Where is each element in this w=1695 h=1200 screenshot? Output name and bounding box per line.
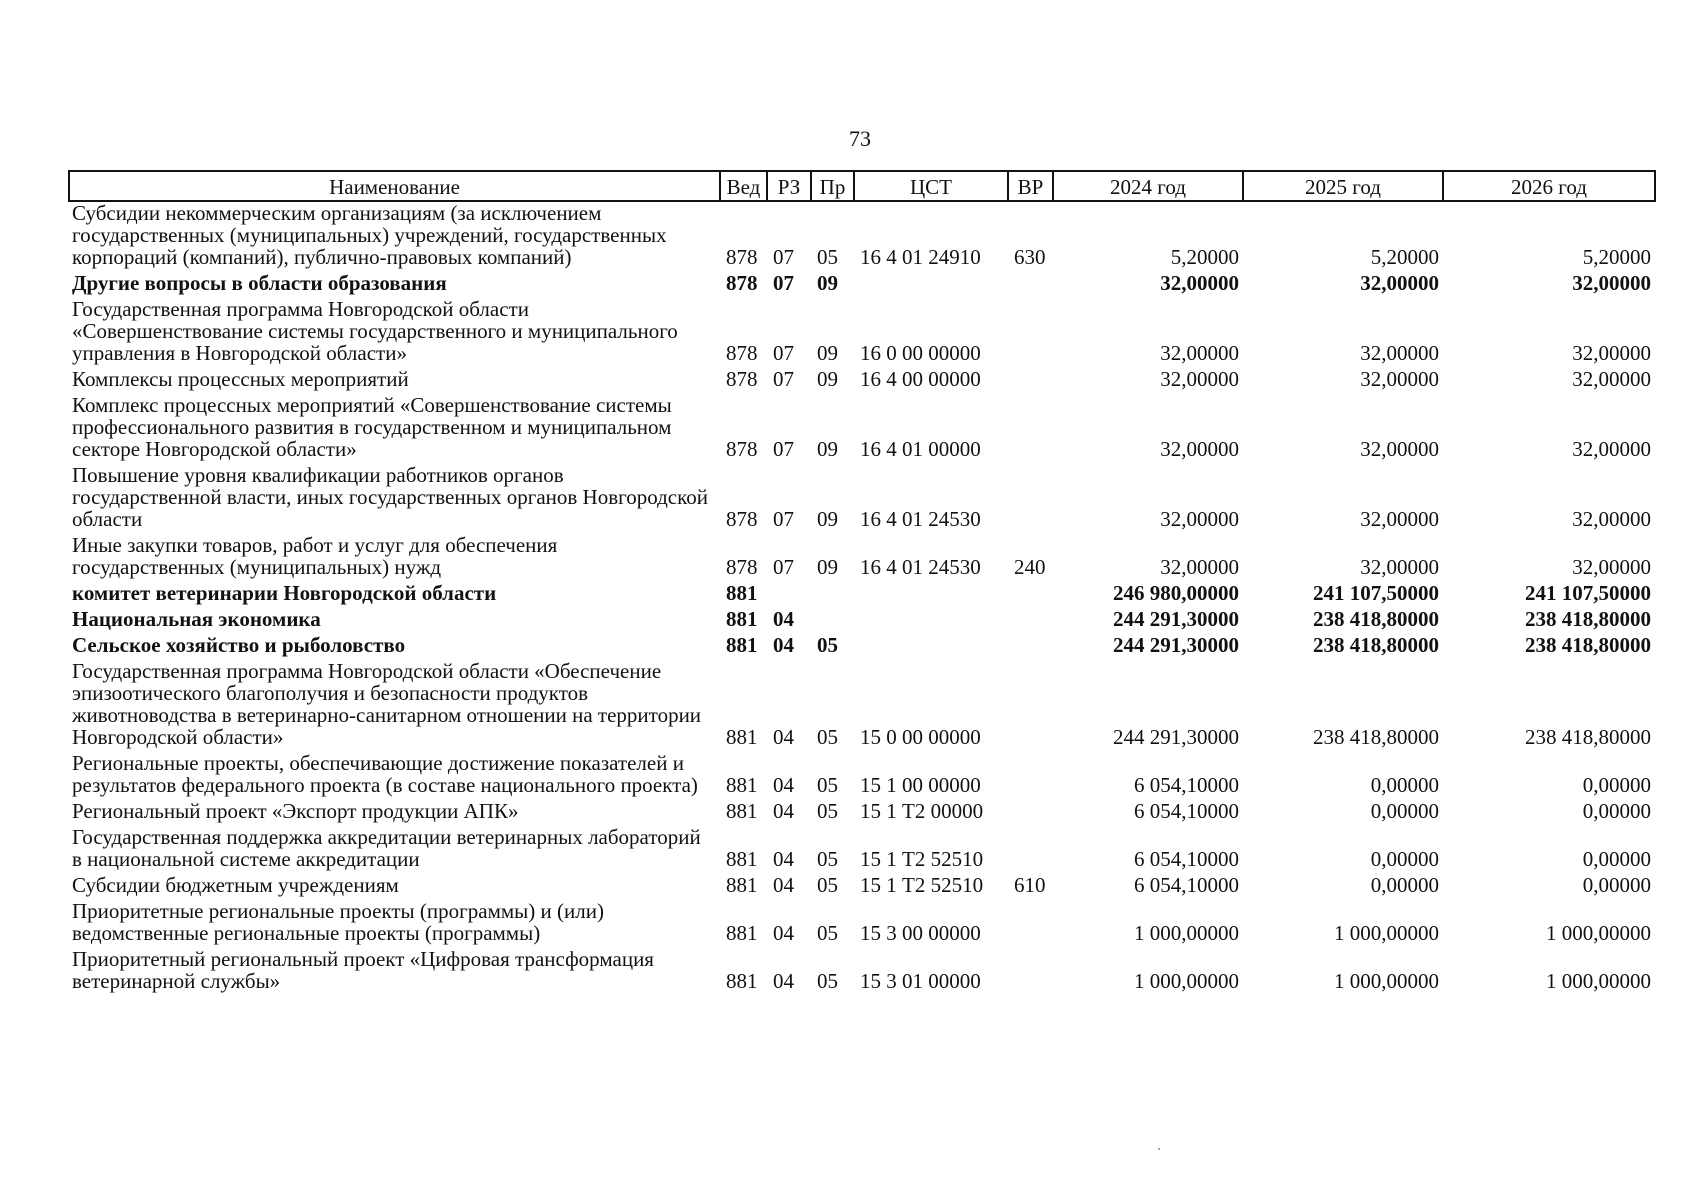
row-vr	[1008, 948, 1053, 996]
row-name: Региональные проекты, обеспечивающие достижение показателей и результатов федерального проекта (в составе национального проекта)	[72, 751, 698, 797]
row-ved: 881	[726, 799, 758, 823]
row-cst	[854, 634, 1008, 660]
row-2026: 241 107,50000	[1525, 581, 1651, 605]
row-2025: 5,20000	[1370, 245, 1439, 269]
row-rz: 04	[773, 607, 794, 631]
table-row	[69, 464, 1655, 534]
row-2025: 0,00000	[1370, 847, 1439, 871]
row-2026: 1 000,00000	[1546, 921, 1651, 945]
row-2024: 244 291,30000	[1113, 607, 1239, 631]
row-2024: 6 054,10000	[1134, 847, 1239, 871]
row-2025: 241 107,50000	[1313, 581, 1439, 605]
row-ved: 881	[726, 847, 758, 871]
row-rz: 04	[773, 921, 794, 945]
row-2026: 0,00000	[1582, 873, 1651, 897]
row-cst: 16 4 01 24910	[860, 245, 981, 269]
row-2026: 5,20000	[1582, 245, 1651, 269]
row-rz: 07	[773, 437, 794, 461]
row-ved: 881	[726, 921, 758, 945]
header-2025: 2025 год	[1243, 171, 1443, 201]
row-2026: 238 418,80000	[1525, 725, 1651, 749]
row-2026: 32,00000	[1572, 367, 1651, 391]
row-2025: 32,00000	[1360, 437, 1439, 461]
row-vr	[1008, 752, 1053, 800]
row-rz: 07	[773, 367, 794, 391]
row-cst: 16 4 01 24530	[860, 555, 981, 579]
row-cst: 15 0 00 00000	[860, 725, 981, 749]
row-2024: 244 291,30000	[1113, 725, 1239, 749]
header-name: Наименование	[69, 171, 720, 201]
row-rz: 07	[773, 271, 794, 295]
row-cst	[854, 272, 1008, 298]
table-row	[69, 826, 1655, 874]
page-number: 73	[849, 126, 871, 151]
row-2024: 5,20000	[1170, 245, 1239, 269]
row-ved: 881	[726, 581, 758, 605]
row-pr: 05	[817, 847, 838, 871]
row-ved: 881	[726, 607, 758, 631]
row-rz: 04	[773, 847, 794, 871]
row-cst	[854, 608, 1008, 634]
row-cst: 16 4 01 00000	[860, 437, 981, 461]
row-vr	[1008, 826, 1053, 874]
row-vr: 240	[1014, 555, 1046, 579]
header-vr: ВР	[1008, 171, 1053, 201]
row-pr: 05	[817, 873, 838, 897]
row-vr	[1008, 634, 1053, 660]
row-2025: 32,00000	[1360, 507, 1439, 531]
row-rz: 04	[773, 773, 794, 797]
row-2026: 238 418,80000	[1525, 633, 1651, 657]
row-pr: 05	[817, 633, 838, 657]
row-2026: 238 418,80000	[1525, 607, 1651, 631]
row-cst	[854, 582, 1008, 608]
row-pr: 09	[817, 437, 838, 461]
scan-speck	[1158, 1148, 1160, 1150]
row-name: Государственная поддержка аккредитации ветеринарных лабораторий в национальной системе аккредитации	[72, 825, 701, 871]
row-pr: 09	[817, 271, 838, 295]
row-2025: 238 418,80000	[1313, 725, 1439, 749]
row-name: Национальная экономика	[72, 607, 321, 631]
row-vr	[1008, 582, 1053, 608]
row-2026: 32,00000	[1572, 507, 1651, 531]
row-cst: 16 4 00 00000	[860, 367, 981, 391]
row-2026: 32,00000	[1572, 341, 1651, 365]
row-vr	[1008, 800, 1053, 826]
row-pr: 09	[817, 341, 838, 365]
row-2024: 32,00000	[1160, 555, 1239, 579]
row-pr: 05	[817, 773, 838, 797]
row-name: Комплекс процессных мероприятий «Совершенствование системы профессионального развития в государственном и муниципальном секторе Новгородской области»	[72, 393, 672, 461]
row-vr: 610	[1014, 873, 1046, 897]
row-2025: 0,00000	[1370, 873, 1439, 897]
row-ved: 878	[726, 245, 758, 269]
row-2024: 1 000,00000	[1134, 969, 1239, 993]
row-name: Сельское хозяйство и рыболовство	[72, 633, 406, 657]
row-vr	[1008, 608, 1053, 634]
table-row	[69, 660, 1655, 752]
table-row	[69, 298, 1655, 368]
row-2025: 238 418,80000	[1313, 633, 1439, 657]
row-ved: 881	[726, 969, 758, 993]
header-pr: Пр	[811, 171, 854, 201]
row-2024: 246 980,00000	[1113, 581, 1239, 605]
row-2025: 32,00000	[1360, 341, 1439, 365]
row-pr: 05	[817, 725, 838, 749]
row-ved: 881	[726, 773, 758, 797]
table-row	[69, 634, 1655, 660]
row-2026: 32,00000	[1572, 437, 1651, 461]
row-2025: 32,00000	[1360, 271, 1439, 295]
table-row	[69, 394, 1655, 464]
table-row	[69, 534, 1655, 582]
row-pr: 05	[817, 799, 838, 823]
row-pr	[811, 608, 854, 634]
row-name: Государственная программа Новгородской области «Обеспечение эпизоотического благополучия и безопасности продуктов животноводства в ветеринарно-санитарном отношении на территории Новгородской области»	[72, 659, 702, 749]
row-2025: 32,00000	[1360, 367, 1439, 391]
row-name: Государственная программа Новгородской области «Совершенствование системы государственного и муниципального управления в Новгородской области»	[72, 297, 678, 365]
table-row	[69, 272, 1655, 298]
row-ved: 878	[726, 507, 758, 531]
row-2026: 32,00000	[1572, 555, 1651, 579]
row-2024: 32,00000	[1160, 367, 1239, 391]
row-2026: 0,00000	[1582, 799, 1651, 823]
table-row	[69, 752, 1655, 800]
table-row	[69, 582, 1655, 608]
row-rz: 04	[773, 633, 794, 657]
row-rz: 04	[773, 725, 794, 749]
row-rz: 04	[773, 873, 794, 897]
row-2024: 32,00000	[1160, 507, 1239, 531]
row-rz: 04	[773, 969, 794, 993]
row-vr	[1008, 368, 1053, 394]
table-row	[69, 608, 1655, 634]
row-2024: 6 054,10000	[1134, 773, 1239, 797]
row-2025: 1 000,00000	[1334, 969, 1439, 993]
row-ved: 881	[726, 633, 758, 657]
table-row	[69, 800, 1655, 826]
row-pr: 09	[817, 507, 838, 531]
row-name: Приоритетные региональные проекты (программы) и (или) ведомственные региональные проекты (программы)	[72, 899, 604, 945]
row-ved: 878	[726, 555, 758, 579]
row-2026: 0,00000	[1582, 847, 1651, 871]
row-pr: 05	[817, 921, 838, 945]
table-row	[69, 900, 1655, 948]
row-name: комитет ветеринарии Новгородской области	[72, 581, 497, 605]
row-name: Повышение уровня квалификации работников органов государственной власти, иных государственных органов Новгородской области	[72, 463, 708, 531]
table-header	[69, 171, 1655, 201]
row-cst: 16 0 00 00000	[860, 341, 981, 365]
row-ved: 878	[726, 437, 758, 461]
row-vr	[1008, 464, 1053, 534]
header-ved: Вед	[720, 171, 767, 201]
row-name: Субсидии некоммерческим организациям (за исключением государственных (муниципальных) учреждений, государственных корпораций (компаний), публично-правовых компаний)	[72, 201, 667, 269]
row-name: Другие вопросы в области образования	[72, 271, 447, 295]
row-rz: 04	[773, 799, 794, 823]
row-name: Субсидии бюджетным учреждениям	[72, 873, 399, 897]
table-row	[69, 874, 1655, 900]
row-vr	[1008, 272, 1053, 298]
row-vr	[1008, 298, 1053, 368]
row-ved: 881	[726, 725, 758, 749]
row-ved: 878	[726, 271, 758, 295]
header-rz: РЗ	[767, 171, 811, 201]
table-row	[69, 201, 1655, 272]
row-ved: 881	[726, 873, 758, 897]
row-2025: 0,00000	[1370, 773, 1439, 797]
row-2024: 1 000,00000	[1134, 921, 1239, 945]
header-cst: ЦСТ	[854, 171, 1008, 201]
table-row	[69, 948, 1655, 996]
row-2026: 1 000,00000	[1546, 969, 1651, 993]
row-cst: 15 1 Т2 00000	[860, 799, 984, 823]
row-name: Региональный проект «Экспорт продукции АПК»	[72, 799, 519, 823]
row-cst: 15 3 00 00000	[860, 921, 981, 945]
row-name: Приоритетный региональный проект «Цифровая трансформация ветеринарной службы»	[72, 947, 654, 993]
row-vr	[1008, 394, 1053, 464]
row-pr: 05	[817, 245, 838, 269]
row-name: Иные закупки товаров, работ и услуг для обеспечения государственных (муниципальных) нужд	[72, 533, 558, 579]
row-cst: 15 3 01 00000	[860, 969, 981, 993]
budget-table	[68, 170, 1656, 996]
row-2026: 32,00000	[1572, 271, 1651, 295]
row-rz: 07	[773, 341, 794, 365]
row-2024: 6 054,10000	[1134, 873, 1239, 897]
row-rz	[767, 582, 811, 608]
row-ved: 878	[726, 367, 758, 391]
row-2025: 32,00000	[1360, 555, 1439, 579]
row-cst: 16 4 01 24530	[860, 507, 981, 531]
row-cst: 15 1 00 00000	[860, 773, 981, 797]
row-pr: 09	[817, 367, 838, 391]
row-rz: 07	[773, 507, 794, 531]
row-ved: 878	[726, 341, 758, 365]
row-rz: 07	[773, 555, 794, 579]
row-vr	[1008, 900, 1053, 948]
row-pr	[811, 582, 854, 608]
row-vr	[1008, 660, 1053, 752]
row-cst: 15 1 Т2 52510	[860, 847, 984, 871]
row-cst: 15 1 Т2 52510	[860, 873, 984, 897]
row-name: Комплексы процессных мероприятий	[72, 367, 409, 391]
row-2025: 0,00000	[1370, 799, 1439, 823]
row-2024: 244 291,30000	[1113, 633, 1239, 657]
header-2024: 2024 год	[1053, 171, 1243, 201]
row-pr: 09	[817, 555, 838, 579]
row-2024: 32,00000	[1160, 437, 1239, 461]
table-row	[69, 368, 1655, 394]
row-2024: 6 054,10000	[1134, 799, 1239, 823]
row-2026: 0,00000	[1582, 773, 1651, 797]
row-2025: 1 000,00000	[1334, 921, 1439, 945]
row-2024: 32,00000	[1160, 271, 1239, 295]
table-body	[69, 201, 1655, 996]
row-vr: 630	[1014, 245, 1046, 269]
row-2024: 32,00000	[1160, 341, 1239, 365]
row-pr: 05	[817, 969, 838, 993]
row-2025: 238 418,80000	[1313, 607, 1439, 631]
header-2026: 2026 год	[1443, 171, 1655, 201]
row-rz: 07	[773, 245, 794, 269]
